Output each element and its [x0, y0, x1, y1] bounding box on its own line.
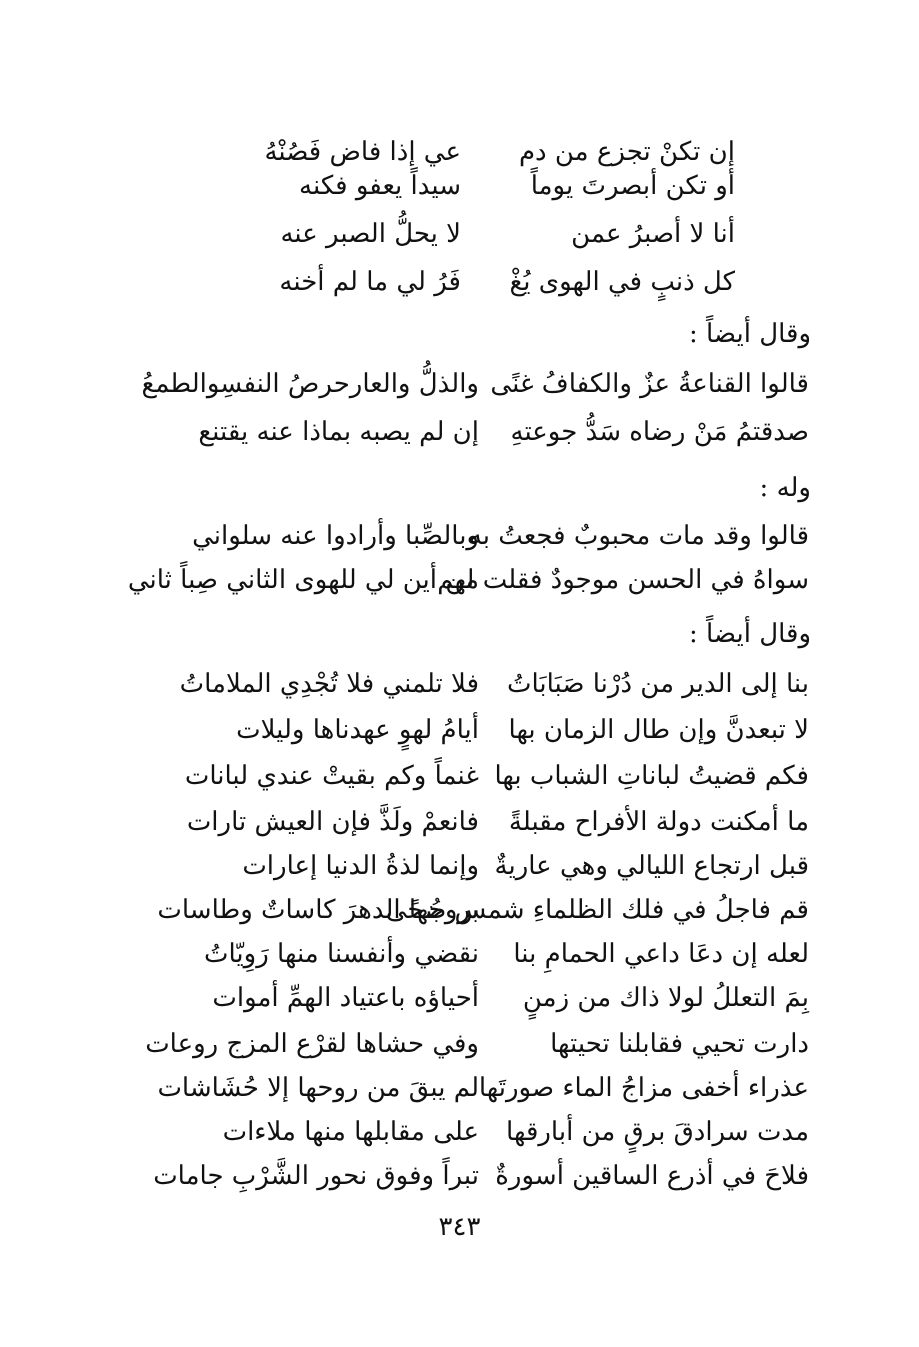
verse-1-3-second-hemistich: لا يحلُّ الصبر عنه	[280, 219, 461, 249]
verse-4-3-second-hemistich: غنماً وكم بقيتْ عندي لبانات	[184, 761, 479, 791]
verse-4-7-first-hemistich: لعله إن دعَا داعي الحمامِ بنا	[513, 939, 809, 969]
verse-3-2-second-hemistich: من أين لي للهوى الثاني صِباً ثاني	[127, 565, 479, 595]
verse-2-1-second-hemistich: والذلُّ والعارحرصُ النفسِوالطمعُ	[141, 369, 479, 399]
verse-4-12-second-hemistich: تبراً وفوق نحور الشَّرْبِ جامات	[153, 1161, 479, 1191]
verse-2-2-first-hemistich: صدقتمُ مَنْ رضاه سَدُّ جوعتهِ	[510, 417, 809, 447]
verse-4-6-first-hemistich: قم فاجلُ في فلك الظلماءِ شمس ضحًى	[385, 895, 809, 925]
verse-2-1-first-hemistich: قالوا القناعةُ عزٌ والكفافُ غنًى	[490, 369, 809, 399]
verse-3-1-first-hemistich: قالوا وقد مات محبوبٌ فجعتُ به	[468, 521, 809, 551]
verse-4-2-second-hemistich: أيامُ لهوٍ عهدناها وليلات	[236, 715, 479, 745]
verse-4-8-second-hemistich: أحياؤه باعتياد الهمِّ أموات	[212, 983, 479, 1013]
verse-4-6-second-hemistich: بروجُها الدهرَ كاساتٌ وطاسات	[157, 895, 479, 925]
verse-4-2-first-hemistich: لا تبعدنَّ وإن طال الزمان بها	[508, 715, 809, 745]
verse-3-2-first-hemistich: سواهُ في الحسن موجودٌ فقلت لهم	[437, 565, 809, 595]
verse-4-9-first-hemistich: دارت تحيي فقابلنا تحيتها	[550, 1029, 809, 1059]
verse-4-1-second-hemistich: فلا تلمني فلا تُجْدِي الملاماتُ	[179, 669, 479, 699]
verse-1-4-second-hemistich: فَرُ لي ما لم أخنه	[279, 267, 461, 297]
verse-1-4-first-hemistich: كل ذنبٍ في الهوى يُغْ	[509, 267, 735, 297]
verse-1-1-first-hemistich: إن تكنْ تجزع من دم	[518, 137, 735, 167]
verse-3-1-second-hemistich: وبالصِّبا وأرادوا عنه سلواني	[192, 521, 479, 551]
section-heading-1: وقال أيضاً :	[688, 319, 811, 349]
verse-4-5-first-hemistich: قبل ارتجاع الليالي وهي عاريةٌ	[494, 851, 809, 881]
verse-4-5-second-hemistich: وإنما لذةُ الدنيا إعارات	[242, 851, 479, 881]
verse-4-7-second-hemistich: نقضي وأنفسنا منها رَوِيّاتُ	[204, 939, 479, 969]
verse-4-9-second-hemistich: وفي حشاها لقرْع المزج روعات	[145, 1029, 479, 1059]
verse-4-3-first-hemistich: فكم قضيتُ لباناتِ الشباب بها	[494, 761, 809, 791]
page-number: ٣٤٣	[438, 1212, 481, 1242]
section-heading-3: وقال أيضاً :	[688, 619, 811, 649]
verse-4-10-first-hemistich: عذراء أخفى مزاجُ الماء صورتَها	[478, 1073, 809, 1103]
section-heading-2: وله :	[759, 473, 811, 503]
verse-1-1-second-hemistich: عي إذا فاض فَصُنْهُ	[264, 137, 461, 167]
verse-1-2-first-hemistich: أو تكن أبصرتَ يوماً	[530, 171, 735, 201]
verse-4-4-second-hemistich: فانعمْ ولَذَّ فإن العيش تارات	[186, 807, 479, 837]
verse-4-8-first-hemistich: بِمَ التعللُ لولا ذاك من زمنٍ	[522, 983, 809, 1013]
verse-4-11-second-hemistich: على مقابلها منها ملاءات	[222, 1117, 479, 1147]
verse-4-4-first-hemistich: ما أمكنت دولة الأفراح مقبلةً	[508, 807, 809, 837]
verse-4-12-first-hemistich: فلاحَ في أذرع الساقين أسورةٌ	[495, 1161, 809, 1191]
verse-4-11-first-hemistich: مدت سرادقَ برقٍ من أبارقها	[506, 1117, 809, 1147]
verse-4-10-second-hemistich: لم يبقَ من روحها إلا حُشَاشات	[157, 1073, 479, 1103]
verse-2-2-second-hemistich: إن لم يصبه بماذا عنه يقتنع	[198, 417, 479, 447]
verse-1-3-first-hemistich: أنا لا أصبرُ عمن	[571, 219, 735, 249]
verse-1-2-second-hemistich: سيداً يعفو فكنه	[299, 171, 461, 201]
verse-4-1-first-hemistich: بنا إلى الدير من دُرْنا صَبَابَاتُ	[506, 669, 809, 699]
